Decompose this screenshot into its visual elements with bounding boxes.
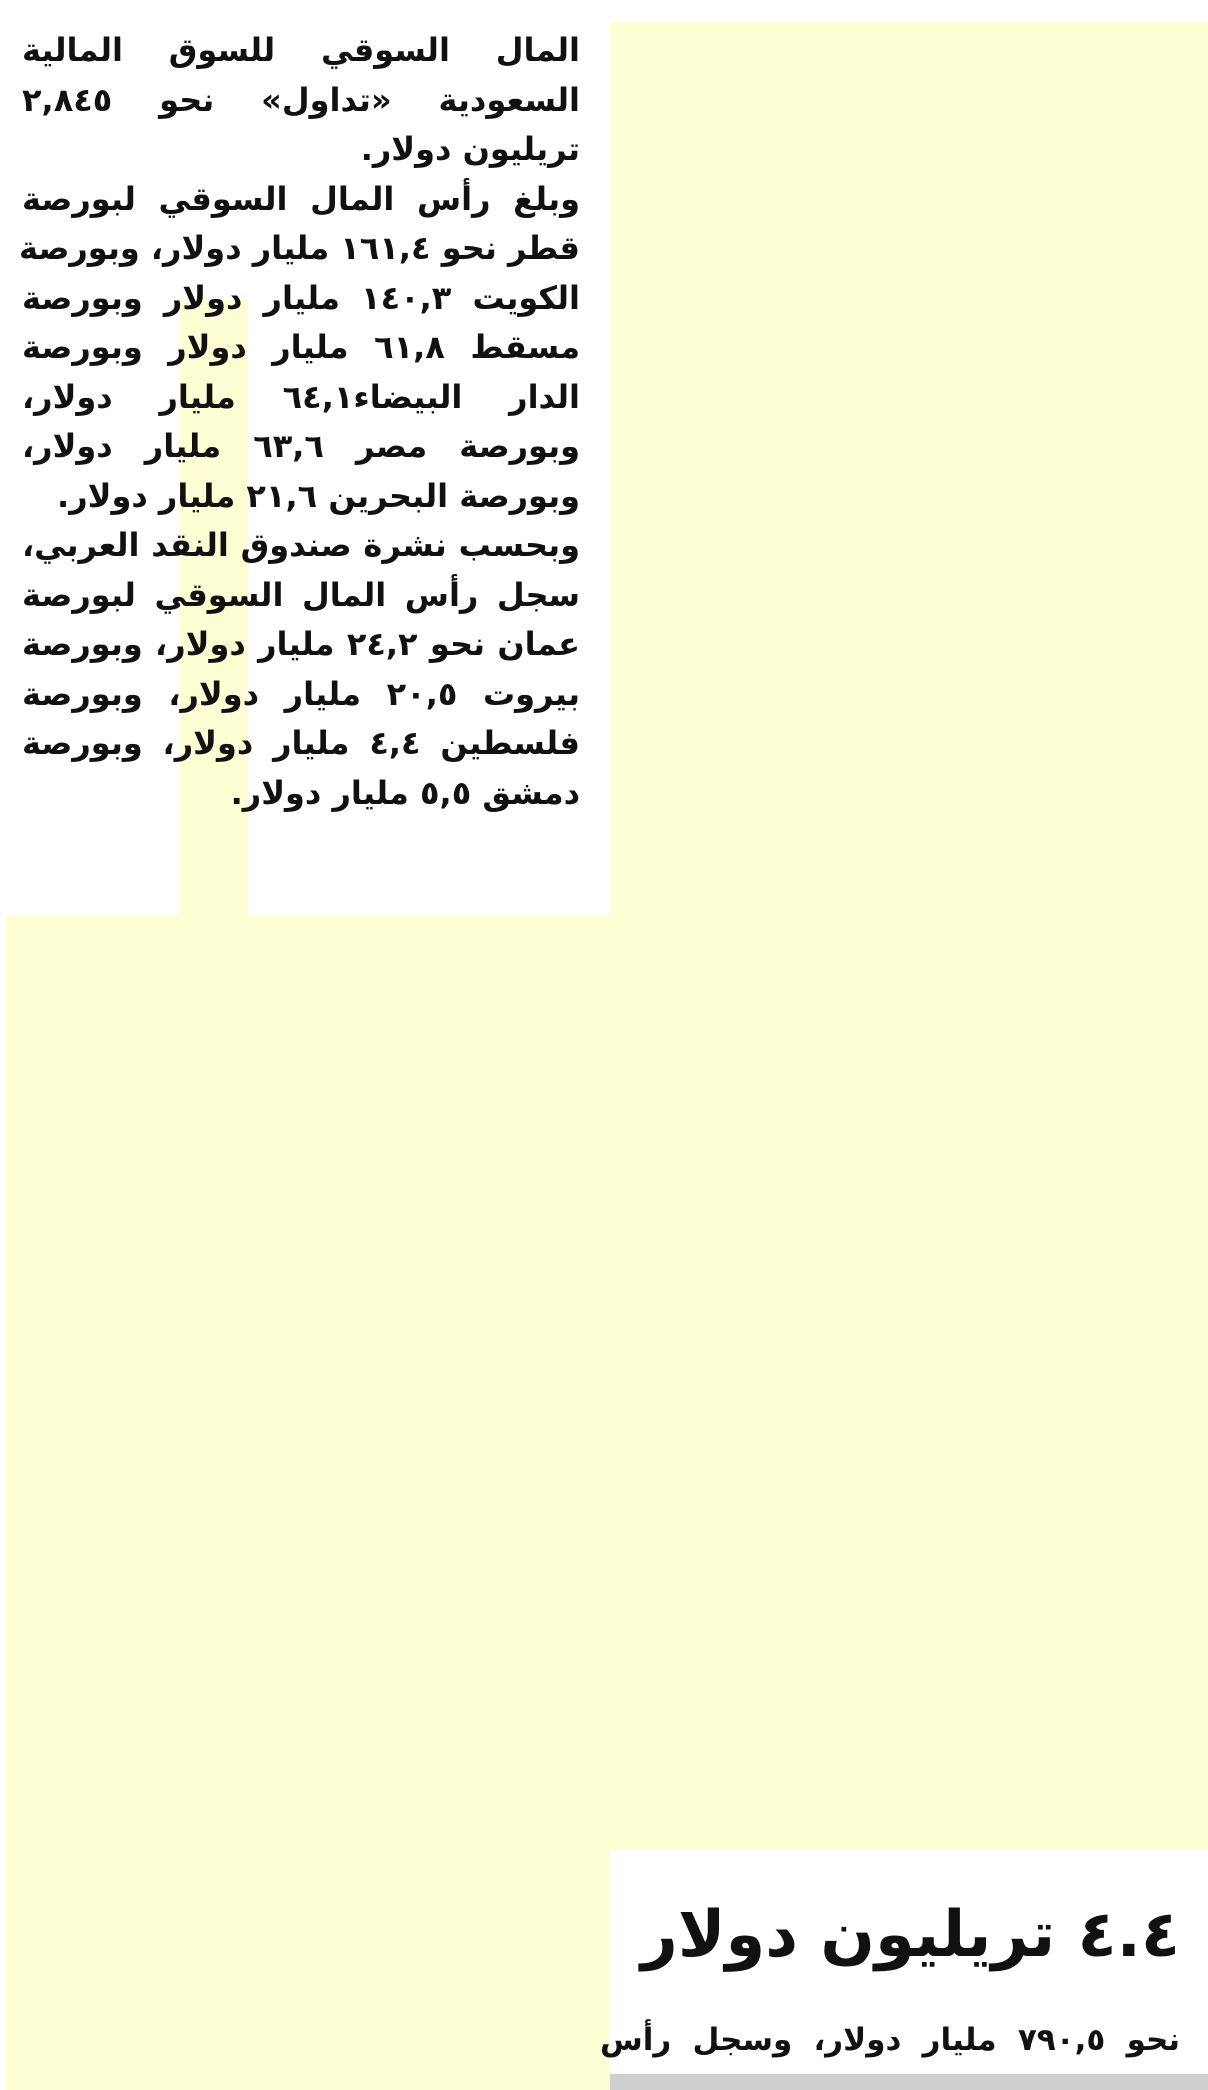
text-line: الكويت ١٤٠,٣ مليار دولار وبورصة [22,278,581,317]
text-line: وبلغ رأس المال السوقي لبورصة [22,179,580,218]
text-line: الدار البيضاء٦٤,١ مليار دولار، [22,377,581,416]
yellow-panel-bottom-left [6,915,610,2090]
text-line: عمان نحو ٢٤,٢ مليار دولار، وبورصة [22,625,581,663]
text-line: تريليون دولار. [360,130,580,168]
article-text-column [19,26,581,818]
text-line: وبورصة البحرين ٢١,٦ مليار دولار. [57,476,580,515]
text-line: السعودية «تداول» نحو ٢,٨٤٥ [22,80,580,119]
text-line: دمشق ٥,٥ مليار دولار. [230,773,580,812]
text-line: المال السوقي للسوق المالية [22,31,580,69]
text-line: فلسطين ٤,٤ مليار دولار، وبورصة [22,724,581,762]
text-line: قطر نحو ١٦١,٤ مليار دولار، وبورصة [19,229,580,267]
article-headline: ٤.٤ تريليون دولار [641,1898,1180,1972]
yellow-panel-top-right [610,22,1208,1850]
text-line: بيروت ٢٠,٥ مليار دولار، وبورصة [22,674,581,713]
text-line: سجل رأس المال السوقي لبورصة [22,575,580,614]
text-line: وبحسب نشرة صندوق النقد العربي، [22,526,580,564]
bottom-gray-strip [610,2074,1208,2090]
text-line: وبورصة مصر ٦٣,٦ مليار دولار، [22,427,580,465]
article-first-line: نحو ٧٩٠,٥ مليار دولار، وسجل رأس [600,2022,1180,2058]
text-line: مسقط ٦١,٨ مليار دولار وبورصة [22,328,581,366]
